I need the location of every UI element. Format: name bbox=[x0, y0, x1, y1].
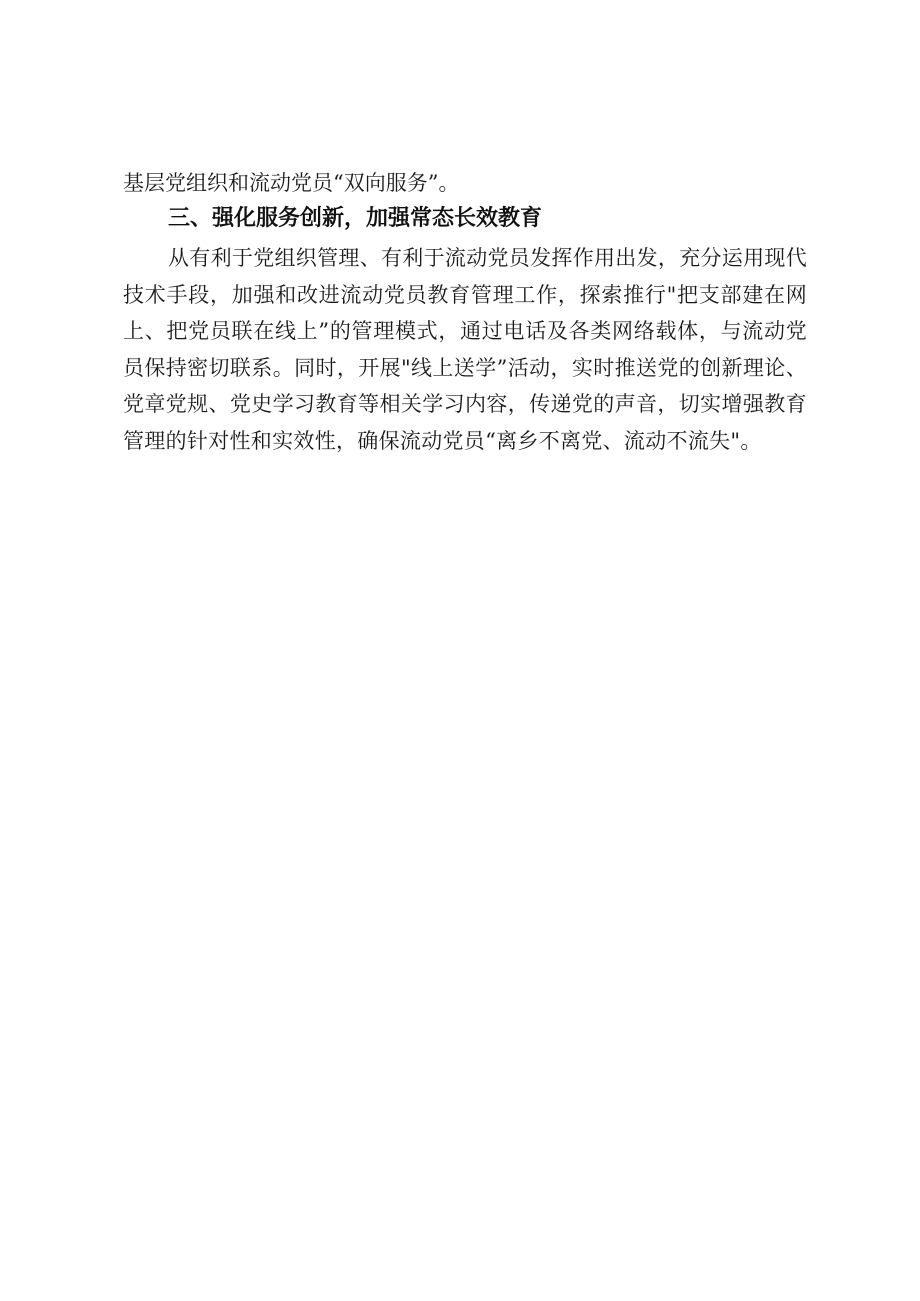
section-heading: 三、强化服务创新，加强常态长效教育 bbox=[168, 206, 543, 231]
body-paragraph: 从有利于党组织管理、有利于流动党员发挥作用出发，充分运用现代技术手段，加强和改进流动党员教育管理工作，探索推行"把支部建在网上、把党员联在线上”的管理模式，通过电话及各类网络载体，与流动党员保持密切联系。同时，开展"线上送学”活动，实时推送党的创新理论、党章党规、党史学习教育等相关学习内容，传递党的声音，切实增强教育管理的针对性和实效性，确保流动党员“离乡不离党、流动不流失"。 bbox=[123, 246, 807, 453]
document-body bbox=[123, 168, 807, 459]
continued-text-line: 基层党组织和流动党员“双向服务”。 bbox=[123, 171, 460, 195]
